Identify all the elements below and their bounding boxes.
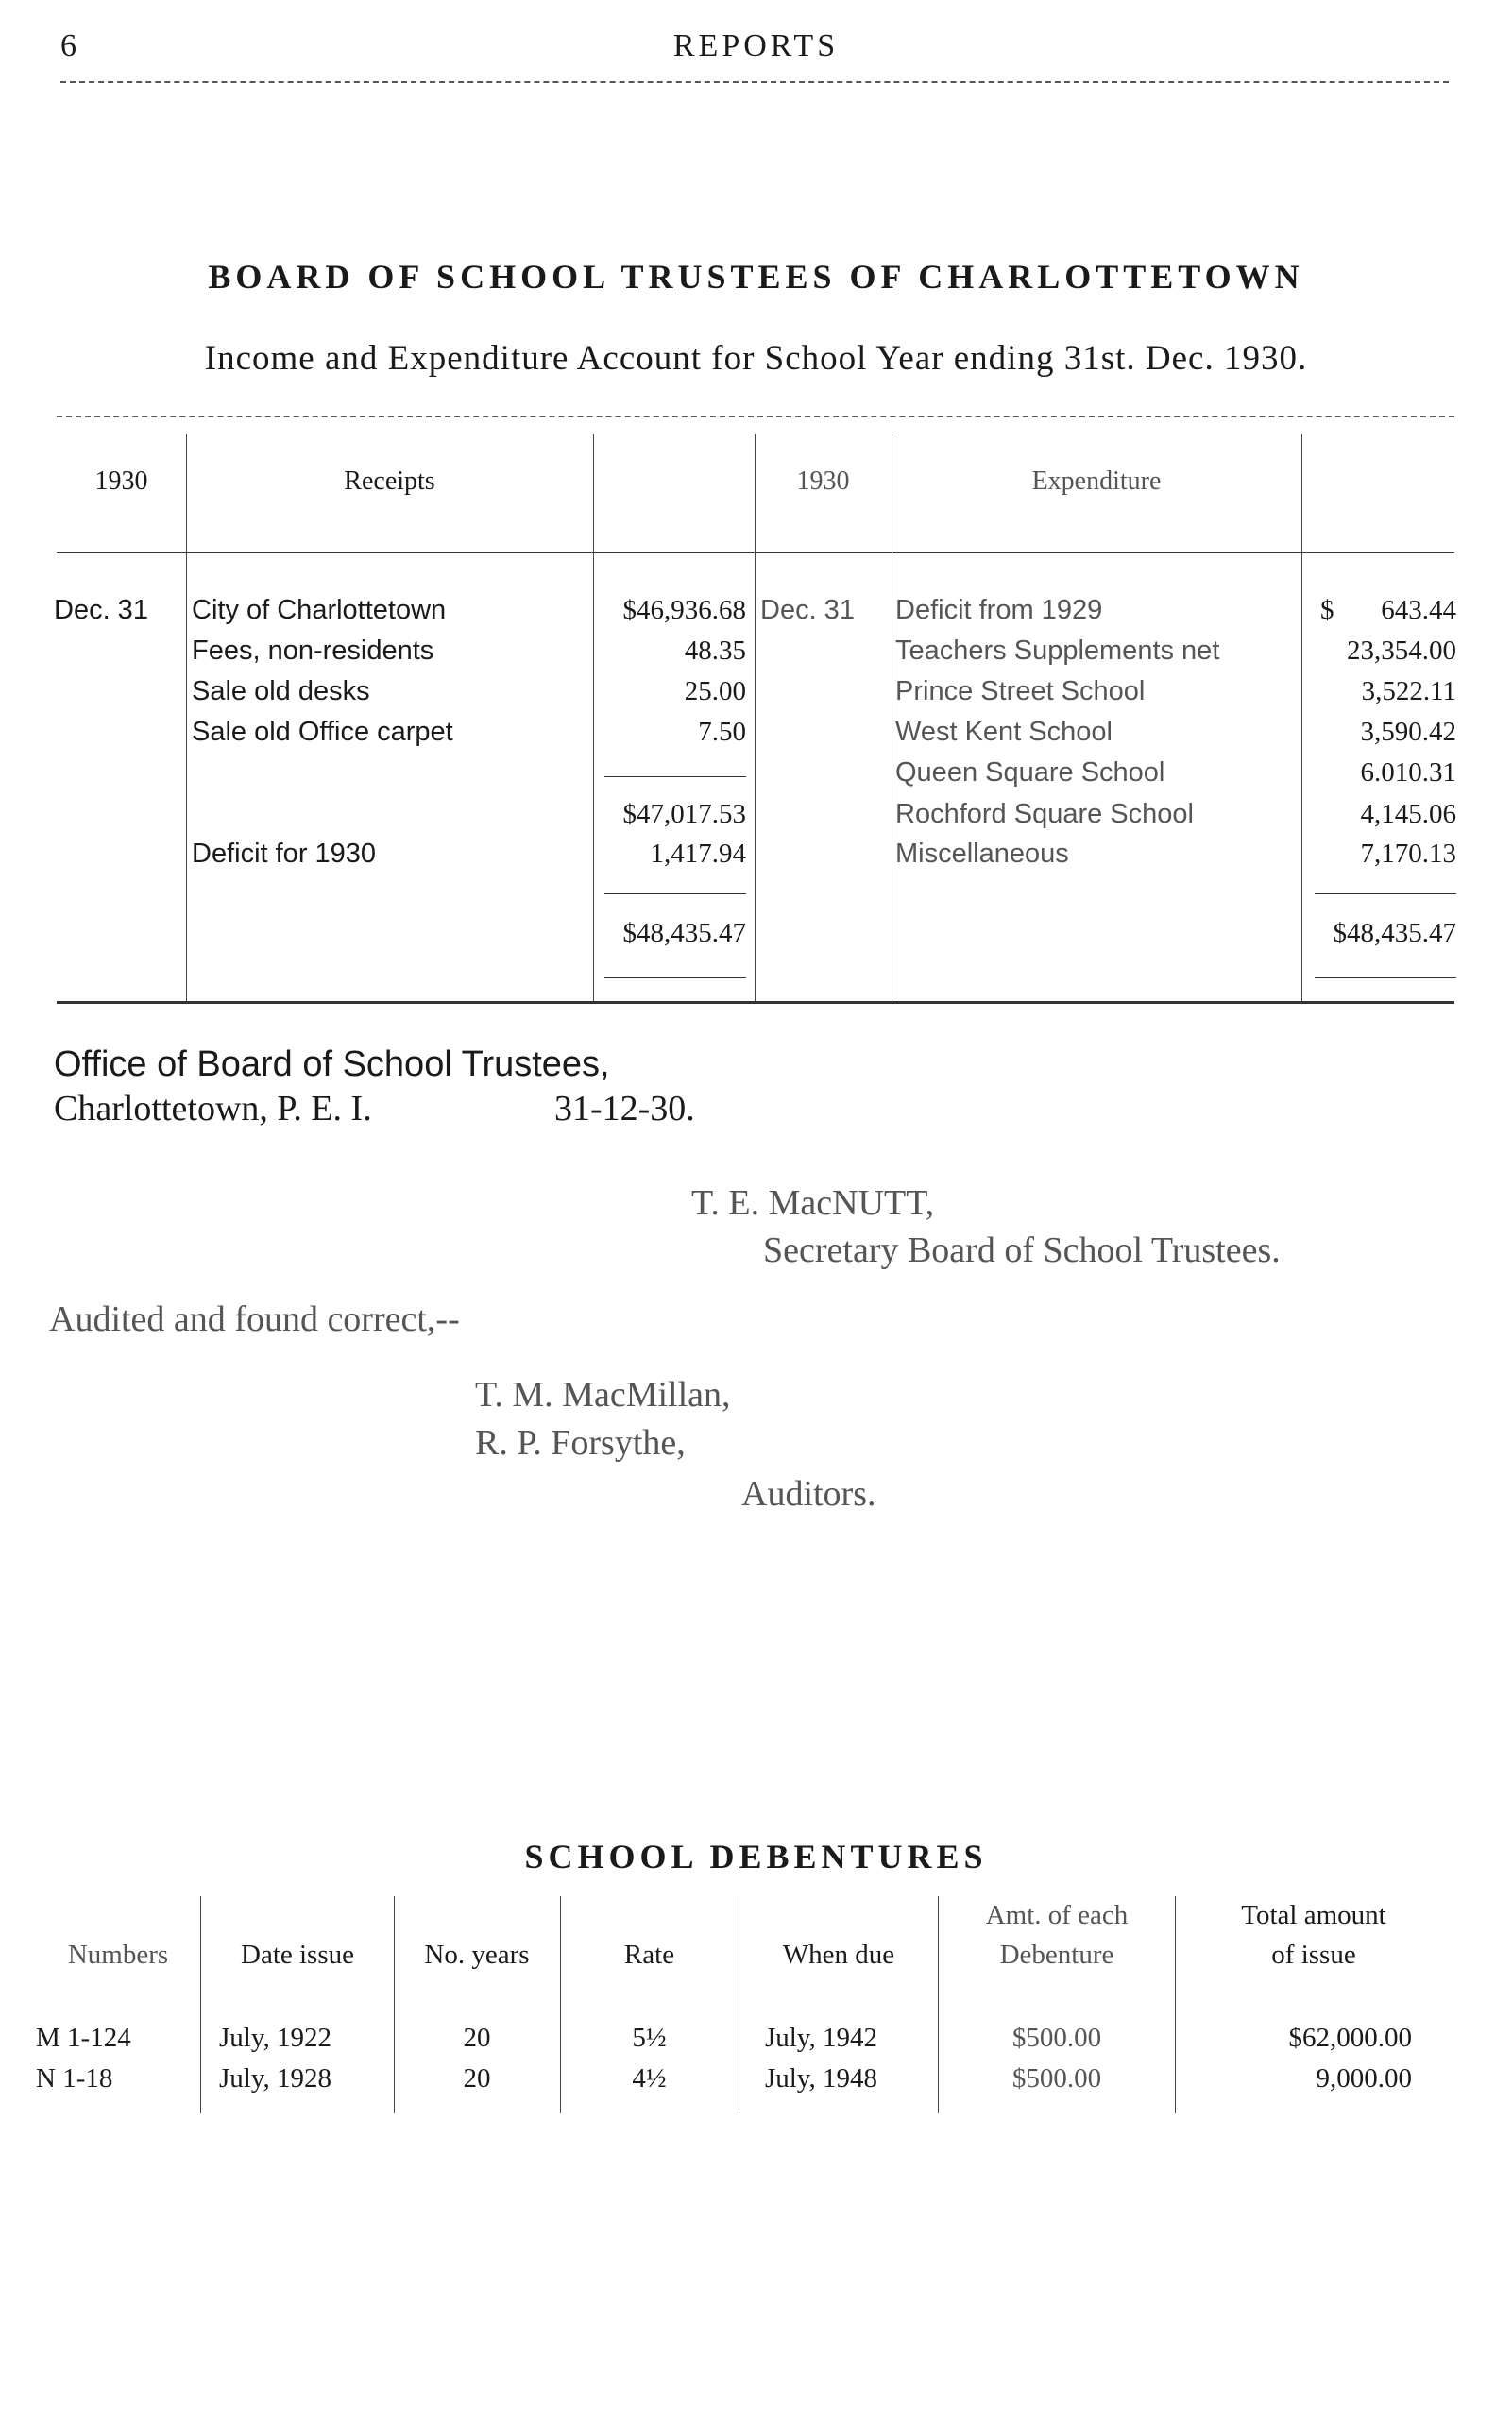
page-number: 6 <box>60 28 76 63</box>
receipt-amount: 7.50 <box>698 717 746 747</box>
expenditure-item: West Kent School <box>895 717 1113 747</box>
receipt-item: City of Charlottetown <box>192 595 447 625</box>
debenture-total: $62,000.00 <box>1288 2023 1412 2053</box>
receipt-date: Dec. 31 <box>54 595 148 625</box>
auditors-role: Auditors. <box>741 1474 876 1514</box>
debenture-rate: 5½ <box>632 2023 667 2053</box>
expenditure-item: Teachers Supplements net <box>895 636 1220 666</box>
expenditure-amount: 3,590.42 <box>1360 717 1456 747</box>
header-total-amount-2: of issue <box>1271 1940 1356 1970</box>
col-rule <box>1301 434 1302 1001</box>
header-when-due: When due <box>782 1940 895 1970</box>
header-numbers: Numbers <box>67 1940 169 1970</box>
debenture-date-issue: July, 1922 <box>219 2023 331 2053</box>
debenture-years: 20 <box>463 2063 491 2094</box>
header-amount-each: Amt. of each <box>985 1900 1129 1930</box>
receipt-amount: 48.35 <box>684 636 746 666</box>
header-total-amount: Total amount <box>1241 1900 1386 1930</box>
col-rule <box>593 434 594 1001</box>
col-rule <box>755 434 756 1001</box>
expenditure-date: Dec. 31 <box>760 595 855 625</box>
expenditure-total: $48,435.47 <box>1333 918 1456 948</box>
secretary-title: Secretary Board of School Trustees. <box>763 1230 1281 1270</box>
receipts-total: $48,435.47 <box>622 918 746 948</box>
header-amount-each-2: Debenture <box>999 1940 1114 1970</box>
debenture-years: 20 <box>463 2023 491 2053</box>
expenditure-item: Miscellaneous <box>895 839 1069 869</box>
total-rule <box>1315 893 1456 894</box>
auditor-2: R. P. Forsythe, <box>475 1423 686 1463</box>
document-title: BOARD OF SCHOOL TRUSTEES OF CHARLOTTETOWN <box>208 258 1304 296</box>
secretary-name: T. E. MacNUTT, <box>691 1183 935 1223</box>
debenture-numbers: N 1-18 <box>36 2063 113 2094</box>
header-no-years: No. years <box>424 1940 530 1970</box>
debenture-when-due: July, 1948 <box>765 2063 877 2094</box>
debenture-when-due: July, 1942 <box>765 2023 877 2053</box>
receipts-year-header: 1930 <box>94 467 148 496</box>
table-bottom-rule <box>57 1001 1454 1004</box>
receipt-item: Sale old desks <box>192 676 370 706</box>
expenditure-currency: $ <box>1320 595 1334 625</box>
header-rule <box>60 81 1449 83</box>
debentures-title: SCHOOL DEBENTURES <box>524 1838 988 1875</box>
table-top-rule <box>57 416 1454 417</box>
expenditure-amount: 4,145.06 <box>1360 799 1456 829</box>
debenture-numbers: M 1-124 <box>36 2023 131 2053</box>
subtotal-rule <box>604 776 746 777</box>
debenture-amount-each: $500.00 <box>1011 2063 1102 2094</box>
receipt-amount: 25.00 <box>684 676 746 706</box>
header-rate: Rate <box>623 1940 675 1970</box>
debenture-rate: 4½ <box>632 2063 667 2094</box>
receipts-subtotal: $47,017.53 <box>622 799 746 829</box>
office-line-1: Office of Board of School Trustees, <box>54 1044 610 1084</box>
total-double-rule <box>1315 977 1456 978</box>
col-rule <box>560 1896 561 2113</box>
expenditure-item: Queen Square School <box>895 757 1165 788</box>
table-header-rule <box>57 552 1454 553</box>
col-rule <box>186 434 187 1001</box>
col-rule <box>200 1896 201 2113</box>
running-title: REPORTS <box>672 28 840 63</box>
expenditure-item: Rochford Square School <box>895 799 1194 829</box>
total-rule <box>604 893 746 894</box>
expenditure-header: Expenditure <box>1031 467 1162 496</box>
expenditure-item: Deficit from 1929 <box>895 595 1103 625</box>
office-date: 31-12-30. <box>554 1089 695 1128</box>
expenditure-amount: 3,522.11 <box>1361 676 1456 706</box>
debenture-total: 9,000.00 <box>1316 2063 1412 2094</box>
office-line-2: Charlottetown, P. E. I. <box>54 1089 372 1128</box>
deficit-amount: 1,417.94 <box>650 839 746 869</box>
audit-statement: Audited and found correct,-- <box>49 1299 460 1339</box>
expenditure-amount: 7,170.13 <box>1360 839 1456 869</box>
expenditure-amount: 643.44 <box>1381 595 1456 625</box>
expenditure-item: Prince Street School <box>895 676 1146 706</box>
expenditure-amount: 6.010.31 <box>1360 757 1456 788</box>
receipt-amount: $46,936.68 <box>622 595 746 625</box>
expenditure-year-header: 1930 <box>796 467 850 496</box>
deficit-label: Deficit for 1930 <box>192 839 377 869</box>
col-rule <box>394 1896 395 2113</box>
expenditure-amount: 23,354.00 <box>1347 636 1456 666</box>
col-rule <box>1175 1896 1176 2113</box>
receipt-item: Sale old Office carpet <box>192 717 453 747</box>
header-date-issue: Date issue <box>241 1940 354 1970</box>
receipt-item: Fees, non-residents <box>192 636 434 666</box>
receipts-header: Receipts <box>344 467 435 496</box>
col-rule <box>938 1896 939 2113</box>
document-subtitle: Income and Expenditure Account for School Year ending 31st. Dec. 1930. <box>204 339 1308 378</box>
debenture-date-issue: July, 1928 <box>219 2063 331 2094</box>
total-double-rule <box>604 977 746 978</box>
auditor-1: T. M. MacMillan, <box>475 1375 731 1415</box>
debenture-amount-each: $500.00 <box>1011 2023 1102 2053</box>
